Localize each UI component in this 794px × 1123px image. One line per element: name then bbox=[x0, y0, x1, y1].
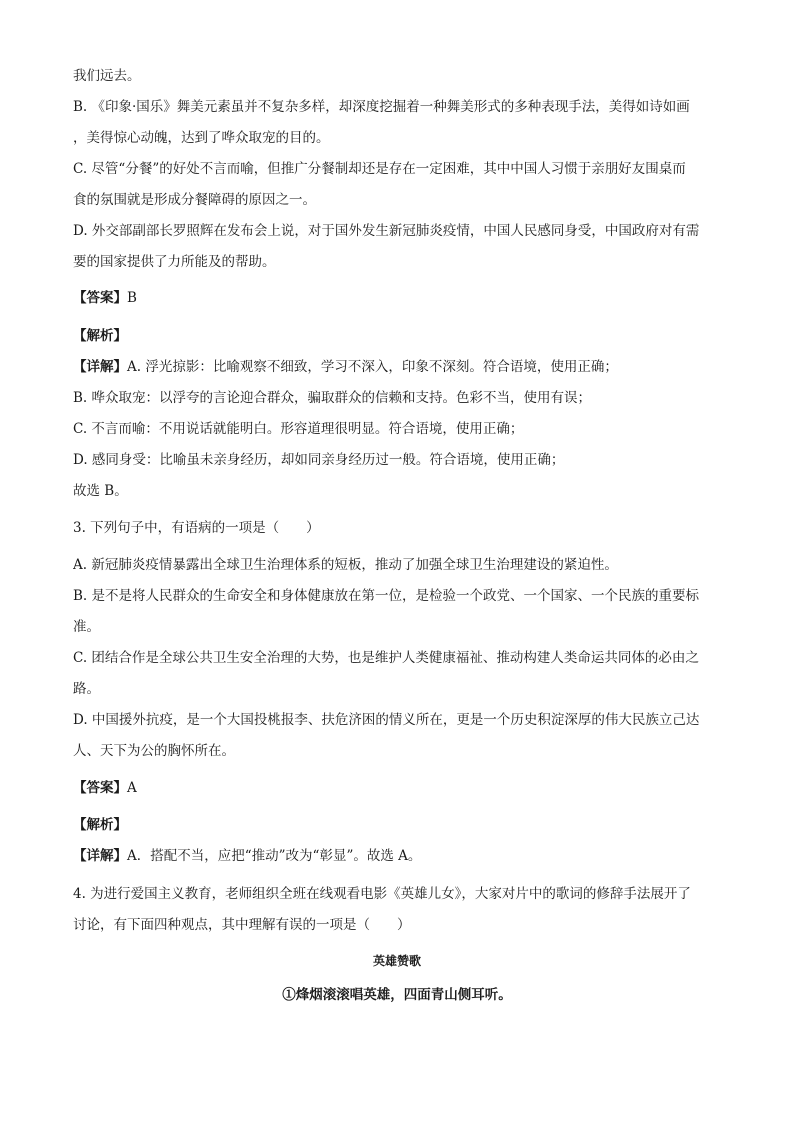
q3-stem: 3. 下列句子中，有语病的一项是（ ） bbox=[73, 520, 320, 536]
q2-option-a-tail: 我们远去。 bbox=[73, 68, 141, 84]
q3-option-b-line-1: B. 是不是将人民群众的生命安全和身体健康放在第一位，是检验一个政党、一个国家、一个民族的重要标 bbox=[73, 588, 700, 604]
detail-tag: 【详解】 bbox=[73, 359, 127, 375]
q2-option-c-line-2: 食的氛围就是形成分餐障碍的原因之一。 bbox=[73, 192, 316, 208]
q2-option-b-line-1: B. 《印象·国乐》舞美元素虽并不复杂多样，却深度挖掘着一种舞美形式的多种表现手法，美得如诗如画 bbox=[73, 99, 690, 115]
q4-stem-line-2: 讨论，有下面四种观点，其中理解有误的一项是（ ） bbox=[73, 917, 411, 933]
q3-detail bbox=[73, 846, 733, 866]
answer-value: A bbox=[127, 780, 137, 796]
q3-answer bbox=[73, 778, 733, 798]
q3-option-c-line-1: C. 团结合作是全球公共卫生安全治理的大势，也是维护人类健康福祉、推动构建人类命运共同体的必由之 bbox=[73, 650, 699, 666]
answer-value: B bbox=[127, 290, 137, 306]
analysis-tag: 【解析】 bbox=[73, 328, 127, 344]
q3-option-b-line-2: 准。 bbox=[73, 619, 100, 635]
q2-conclusion: 故选 B。 bbox=[73, 483, 128, 499]
detail-tag: 【详解】 bbox=[73, 848, 127, 864]
detail-text: A．搭配不当，应把“推动”改为“彰显”。故选 A。 bbox=[127, 848, 422, 864]
q2-detail-d: D. 感同身受：比喻虽未亲身经历，却如同亲身经历过一般。符合语境，使用正确； bbox=[73, 452, 565, 468]
q4-stem-line-1: 4. 为进行爱国主义教育，老师组织全班在线观看电影《英雄儿女》，大家对片中的歌词的修辞手法展开了 bbox=[73, 886, 691, 902]
q3-option-c-line-2: 路。 bbox=[73, 681, 100, 697]
q2-option-d-line-2: 要的国家提供了力所能及的帮助。 bbox=[73, 254, 276, 270]
q2-detail-c: C. 不言而喻：不用说话就能明白。形容道理很明显。符合语境，使用正确； bbox=[73, 421, 524, 437]
song-line-1: ①烽烟滚滚唱英雄，四面青山侧耳听。 bbox=[282, 987, 512, 1003]
q2-detail-b: B. 哗众取宠：以浮夸的言论迎合群众，骗取群众的信赖和支持。色彩不当，使用有误； bbox=[73, 390, 592, 406]
song-title: 英雄赞歌 bbox=[372, 954, 421, 968]
detail-text: A. 浮光掠影：比喻观察不细致，学习不深入，印象不深刻。符合语境，使用正确； bbox=[127, 359, 618, 375]
answer-tag: 【答案】 bbox=[73, 290, 127, 306]
q2-option-b-line-2: ，美得惊心动魄，达到了哗众取宠的目的。 bbox=[73, 130, 330, 146]
q3-option-a: A. 新冠肺炎疫情暴露出全球卫生治理体系的短板，推动了加强全球卫生治理建设的紧迫性。 bbox=[73, 557, 618, 573]
q2-detail-a bbox=[73, 357, 733, 377]
q3-analysis-tag bbox=[73, 815, 733, 835]
q3-option-d-line-1: D. 中国援外抗疫，是一个大国投桃报李、扶危济困的情义所在，更是一个历史积淀深厚的伟大民族立己达 bbox=[73, 712, 700, 728]
answer-tag: 【答案】 bbox=[73, 780, 127, 796]
q3-option-d-line-2: 人、天下为公的胸怀所在。 bbox=[73, 743, 235, 759]
q2-option-c-line-1: C. 尽管“分餐”的好处不言而喻，但推广分餐制却还是存在一定困难，其中中国人习惯于亲朋好友围桌而 bbox=[73, 161, 686, 177]
q2-answer bbox=[73, 288, 733, 308]
q2-analysis-tag bbox=[73, 326, 733, 346]
analysis-tag: 【解析】 bbox=[73, 817, 127, 833]
q2-option-d-line-1: D. 外交部副部长罗照辉在发布会上说，对于国外发生新冠肺炎疫情，中国人民感同身受，中国政府对有需 bbox=[73, 223, 700, 239]
